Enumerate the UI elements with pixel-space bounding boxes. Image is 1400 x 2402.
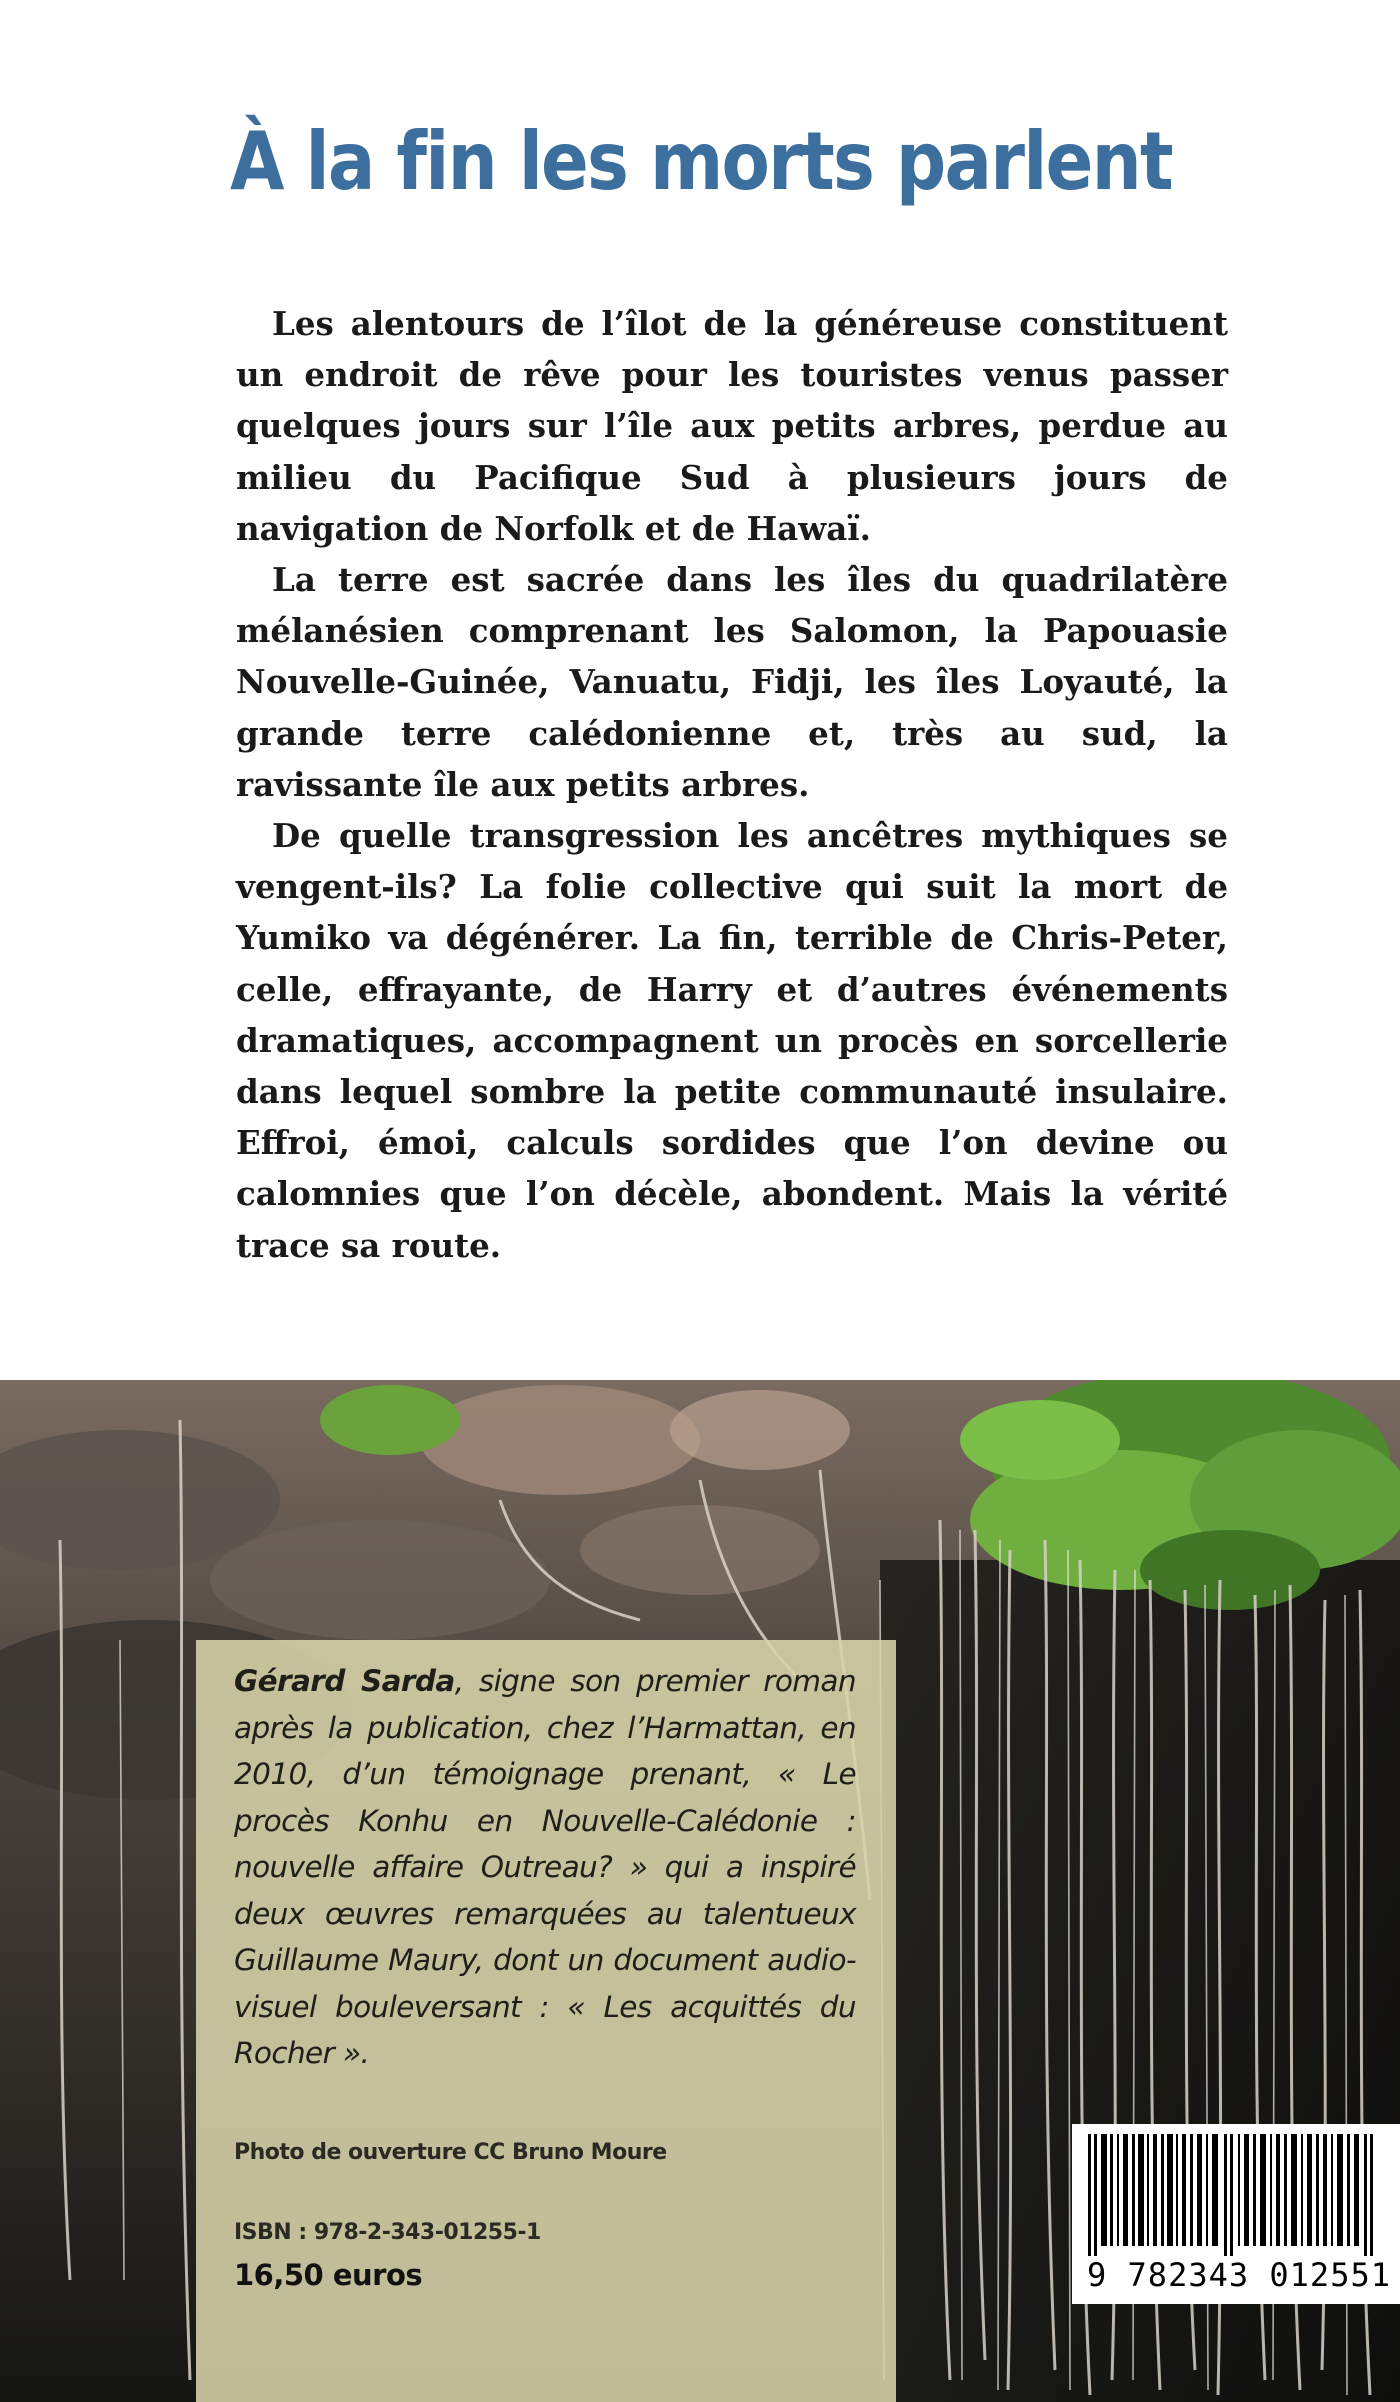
- blurb: [236, 298, 1228, 1271]
- price: 16,50 euros: [234, 2258, 423, 2292]
- photo-credit: Photo de ouverture CC Bruno Moure: [234, 2140, 667, 2165]
- blurb-paragraph-1: Les alentours de l’îlot de la généreuse constituent un endroit de rêve pour les touristes venus passer quelques jours sur l’île aux petits arbres, perdue au milieu du Pacifique Sud à plusieurs jours de navigation de Norfolk et de Hawaï.: [236, 304, 1228, 548]
- author-bio-text: , signe son premier roman après la publication, chez l’Harmattan, en 2010, d’un témoignage prenant, « Le procès Konhu en Nouvelle-Calédonie : nouvelle affaire Outreau? » qui a inspiré deux œuvres remarquées au talentueux Guillaume Maury, dont un document audio-visuel bouleversant : « Les acquittés du Rocher ».: [234, 1664, 856, 2070]
- author-bio-panel: [196, 1640, 896, 2402]
- author-name: Gérard Sarda: [234, 1664, 455, 1698]
- barcode-digits: 9 782343 012551: [1087, 2256, 1391, 2294]
- barcode: [1072, 2124, 1400, 2304]
- blurb-paragraph-2: La terre est sacrée dans les îles du quadrilatère mélanésien comprenant les Salomon, la Papouasie Nouvelle-Guinée, Vanuatu, Fidji, les îles Loyauté, la grande terre calédonienne et, très au sud, la ravissante île aux petits arbres.: [236, 560, 1228, 804]
- author-bio: [234, 1658, 856, 2077]
- blurb-paragraph-3: De quelle transgression les ancêtres mythiques se vengent-ils? La folie collective qui suit la mort de Yumiko va dégénérer. La fin, terrible de Chris-Peter, celle, effrayante, de Harry et d’autres événements dramatiques, accompagnent un procès en sorcellerie dans lequel sombre la petite communauté insulaire. Effroi, émoi, calculs sordides que l’on devine ou calomnies que l’on décèle, abondent. Mais la vérité trace sa route.: [236, 816, 1228, 1265]
- book-title: À la fin les morts parlent: [230, 115, 1172, 208]
- barcode-bars: [1072, 2124, 1400, 2256]
- isbn: ISBN : 978-2-343-01255-1: [234, 2220, 541, 2245]
